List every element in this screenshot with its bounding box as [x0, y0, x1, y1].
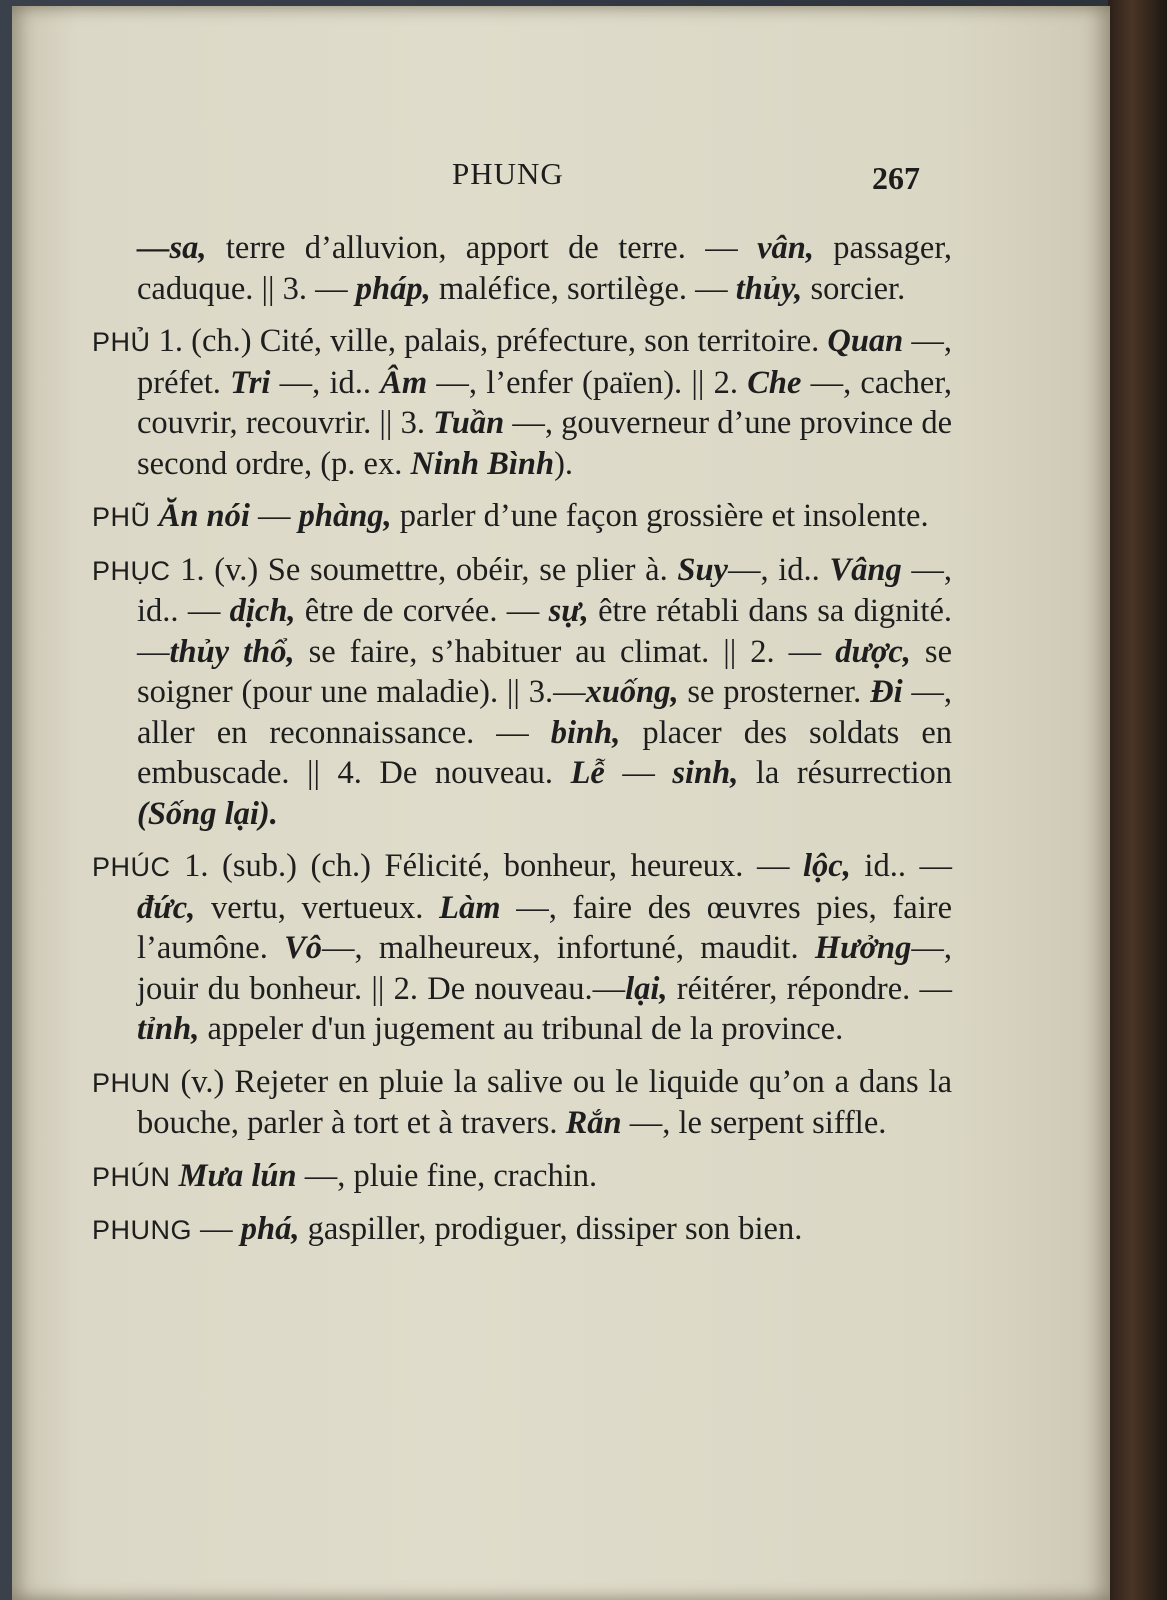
vietnamese-term: Suy [677, 551, 728, 588]
definition-text: —, id.. [727, 551, 830, 588]
definition-text: — [200, 1211, 241, 1247]
entry-prev-continued [92, 228, 952, 309]
vietnamese-term: vân, [757, 230, 814, 266]
headword: PHÚC [92, 852, 171, 882]
vietnamese-term: tỉnh, [137, 1011, 200, 1047]
entry-phuc-nang [92, 550, 952, 835]
vietnamese-term: lại, [625, 970, 668, 1007]
vietnamese-term: dịch, [229, 593, 296, 629]
page-number: 267 [872, 160, 920, 196]
vietnamese-term: sinh, [672, 755, 739, 791]
vietnamese-term: Ăn nói [158, 498, 250, 534]
vietnamese-term: binh, [550, 714, 621, 751]
definition-text: —, le serpent siffle. [621, 1105, 887, 1141]
headword: PHỦ [92, 327, 151, 357]
headword: PHŨ [92, 502, 151, 532]
definition-text: — [604, 755, 673, 791]
vietnamese-term: sự, [548, 593, 589, 629]
definition-text: appeler d'un jugement au tribunal de la province. [199, 1011, 844, 1047]
definition-text: être rétabli dans sa dignité.— [137, 593, 952, 670]
definition-text: 1. (sub.) (ch.) Félicité, bonheur, heureux. — [184, 848, 804, 884]
definition-text: —, aller en reconnaissance. — [137, 674, 952, 751]
vietnamese-term: Tri [230, 364, 271, 401]
vietnamese-term: Rắn [565, 1105, 622, 1141]
definition-text: placer des soldats en embuscade. || 4. De nouveau. [137, 714, 953, 791]
definition-text: parler d’une façon grossière et insolente. [391, 498, 929, 534]
vietnamese-term: phá, [240, 1211, 300, 1247]
vietnamese-term: phàng, [298, 498, 392, 534]
definition-text: —, préfet. [137, 323, 953, 401]
dictionary-page [12, 6, 1110, 1600]
vietnamese-term: Âm [380, 364, 428, 401]
definition-text: —, gouverneur d’une province de second ordre, (p. ex. [137, 405, 952, 482]
definition-text: passager, caduque. || 3. — [137, 230, 953, 307]
vietnamese-term: Đi [870, 674, 903, 710]
vietnamese-term: Ninh Bình [410, 445, 555, 482]
vietnamese-term: Che [747, 364, 802, 401]
entry-phu-hoi [92, 321, 952, 484]
definition-text: gaspiller, prodiguer, dissiper son bien. [299, 1211, 803, 1247]
vietnamese-term: lộc, [803, 848, 851, 884]
entry-phu-nga [92, 496, 952, 538]
vietnamese-term: —sa, [137, 230, 207, 266]
definition-text: se prosterner. [678, 674, 871, 710]
vietnamese-term: dược, [835, 633, 911, 670]
vietnamese-term: Tuần [433, 405, 505, 441]
headword: PHÚN [92, 1161, 171, 1192]
definition-text: la résurrection [738, 755, 953, 791]
definition-text: —, id.. [270, 364, 381, 401]
definition-text: réitérer, répondre. — [667, 970, 952, 1007]
entry-phung [92, 1209, 952, 1251]
definition-text: —, l’enfer (païen). || 2. [427, 364, 748, 401]
definition-text: 1. (ch.) Cité, ville, palais, préfecture, son territoire. [158, 323, 828, 359]
vietnamese-term: Làm [439, 889, 501, 926]
vietnamese-term: Vâng [829, 551, 902, 588]
headword: PHỤC [92, 555, 171, 586]
definition-text: (v.) Rejeter en pluie la salive ou le liquide qu’on a dans la bouche, parler à tort et à travers. [137, 1063, 952, 1141]
definition-text: —, faire des œuvres pies, faire l’aumône. [137, 889, 953, 966]
definition-text: vertu, vertueux. [195, 889, 440, 926]
headword: PHUNG [92, 1215, 193, 1245]
definition-text: se faire, s’habituer au climat. || 2. — [294, 633, 836, 670]
vietnamese-term: Lễ [570, 755, 605, 791]
vietnamese-term: pháp, [355, 270, 431, 307]
definition-text: id.. — [850, 848, 953, 884]
definition-text: —, malheureux, infortuné, maudit. [322, 930, 815, 966]
vietnamese-term: thủy, [735, 270, 803, 307]
definition-text: sorcier. [802, 270, 906, 307]
vietnamese-term: Vô [284, 930, 323, 966]
vietnamese-term: thủy thổ, [169, 633, 295, 670]
definition-text: —, cacher, couvrir, recouvrir. || 3. [137, 364, 953, 441]
page-header [12, 156, 1110, 196]
definition-text: 1. (v.) Se soumettre, obéir, se plier à. [180, 551, 678, 588]
entries-column [92, 228, 952, 1263]
definition-text: terre d’alluvion, apport de terre. — [206, 230, 758, 266]
definition-text: se soigner (pour une maladie). || 3.— [137, 633, 952, 710]
vietnamese-term: xuống, [585, 674, 679, 710]
entry-phun [92, 1062, 952, 1144]
book-spine [1108, 0, 1167, 1600]
definition-text: —, id.. — [137, 551, 953, 629]
vietnamese-term: (Sống lại). [137, 795, 278, 832]
definition-text: ). [554, 445, 574, 482]
definition-text: —, jouir du bonheur. || 2. De nouveau.— [137, 930, 952, 1007]
entry-phuc-sac [92, 846, 952, 1050]
entry-phun-sac [92, 1156, 952, 1198]
vietnamese-term: đức, [137, 889, 196, 926]
vietnamese-term: Quan [827, 323, 904, 359]
headword: PHUN [92, 1067, 171, 1098]
definition-text: —, pluie fine, crachin. [296, 1157, 598, 1194]
running-head: PHUNG [452, 156, 564, 191]
vietnamese-term: Hưởng [814, 930, 912, 966]
definition-text: — [249, 498, 299, 534]
definition-text: maléfice, sortilège. — [430, 270, 736, 307]
definition-text: être de corvée. — [295, 593, 549, 629]
vietnamese-term: Mưa lún [178, 1157, 297, 1194]
